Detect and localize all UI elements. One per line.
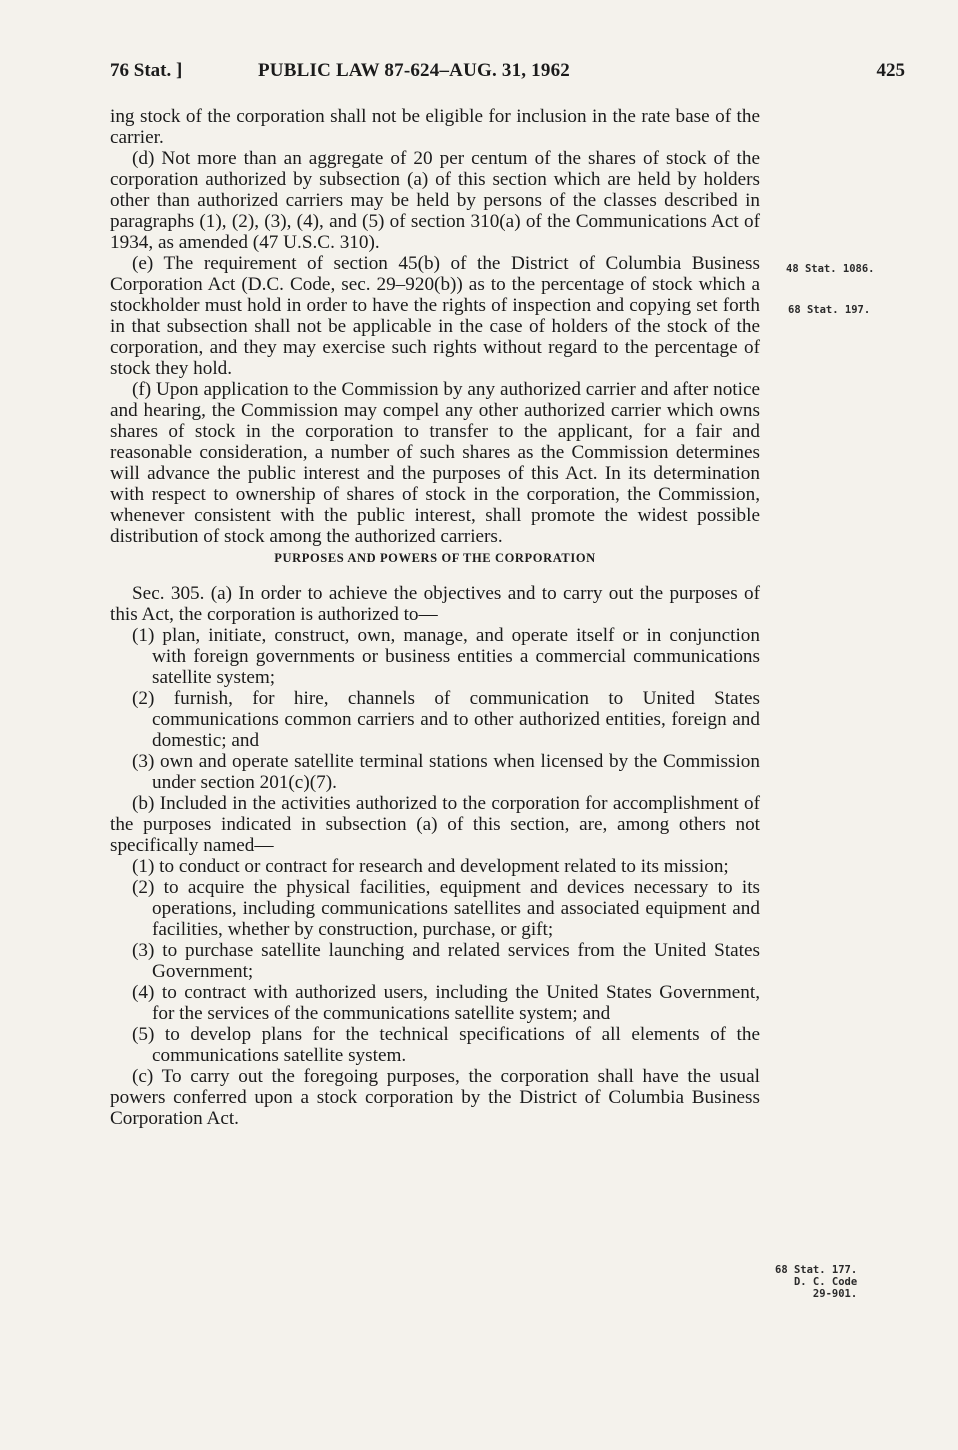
page-title: PUBLIC LAW 87-624–AUG. 31, 1962	[258, 60, 570, 81]
margin-note-48-stat: 48 Stat. 1086.	[786, 263, 875, 275]
list-item: (4) to contract with authorized users, including the United States Government, for the services of the communications satellite system; and	[132, 982, 760, 1024]
paragraph-continuation: ing stock of the corporation shall not be eligible for inclusion in the rate base of the carrier.	[110, 106, 760, 148]
volume-reference: 76 Stat. ]	[110, 60, 183, 81]
list-item: (5) to develop plans for the technical specifications of all elements of the communications satellite system.	[132, 1024, 760, 1066]
list-item: (2) furnish, for hire, channels of communication to United States communications common carriers and to other authorized entities, foreign and domestic; and	[132, 688, 760, 751]
body-text	[110, 106, 760, 1129]
section-305-b-intro: (b) Included in the activities authorized to the corporation for accomplishment of the purposes indicated in subsection (a) of this section, are, among others not specifically named—	[110, 793, 760, 856]
paragraph-f: (f) Upon application to the Commission by any authorized carrier and after notice and hearing, the Commission may compel any other authorized carrier which owns shares of stock in the corporation to transfer to the applicant, for a fair and reasonable consideration, a number of such shares as the Commission determines will advance the public interest and the purposes of this Act. In its determination with respect to ownership of shares of stock in the corporation, the Commission, whenever consistent with the public interest, shall promote the widest possible distribution of stock among the authorized carriers.	[110, 379, 760, 547]
running-head	[110, 60, 905, 86]
page-number: 425	[876, 60, 905, 81]
list-item: (2) to acquire the physical facilities, equipment and devices necessary to its operations, including communications satellites and associated equipment and facilities, whether by construction, purchase, or gift;	[132, 877, 760, 940]
paragraph-d: (d) Not more than an aggregate of 20 per centum of the shares of stock of the corporation authorized by subsection (a) of this section which are held by holders other than authorized carriers may be held by persons of the classes described in paragraphs (1), (2), (3), (4), and (5) of section 310(a) of the Communications Act of 1934, as amended (47 U.S.C. 310).	[110, 148, 760, 253]
section-305-a-intro: Sec. 305. (a) In order to achieve the objectives and to carry out the purposes of this Act, the corporation is authorized to—	[110, 583, 760, 625]
margin-note-line: D. C. Code	[793, 1276, 858, 1288]
section-305-c: (c) To carry out the foregoing purposes, the corporation shall have the usual powers conferred upon a stock corporation by the District of Columbia Business Corporation Act.	[110, 1066, 760, 1129]
section-heading: PURPOSES AND POWERS OF THE CORPORATION	[274, 551, 596, 565]
list-item: (3) to purchase satellite launching and related services from the United States Government;	[132, 940, 760, 982]
margin-note-line: 29-901.	[812, 1288, 858, 1300]
list-item: (1) to conduct or contract for research and development related to its mission;	[132, 856, 729, 877]
margin-note-68-stat-177	[775, 1264, 857, 1300]
list-item: (3) own and operate satellite terminal stations when licensed by the Commission under section 201(c)(7).	[132, 751, 760, 793]
margin-note-68-stat-197: 68 Stat. 197.	[788, 304, 871, 316]
paragraph-e: (e) The requirement of section 45(b) of the District of Columbia Business Corporation Act (D.C. Code, sec. 29–920(b)) as to the percentage of stock which a stockholder must hold in order to have the rights of inspection and copying set forth in that subsection shall not be applicable in the case of holders of the stock of the corporation, and they may exercise such rights without regard to the percentage of stock they hold.	[110, 253, 760, 379]
list-item: (1) plan, initiate, construct, own, manage, and operate itself or in conjunction with foreign governments or business entities a commercial communications satellite system;	[132, 625, 760, 688]
margin-note-line: 68 Stat. 177.	[775, 1264, 858, 1276]
